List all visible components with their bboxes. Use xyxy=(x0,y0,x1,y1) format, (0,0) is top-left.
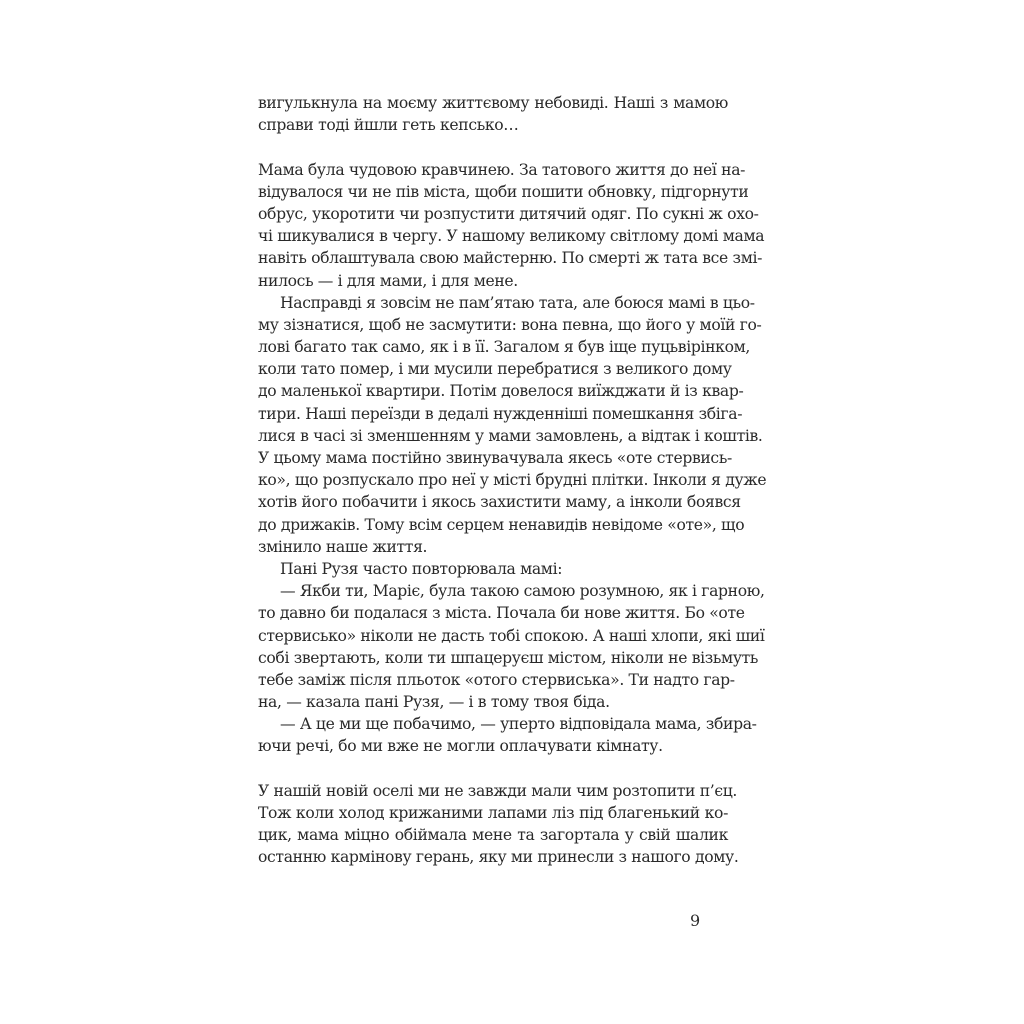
text-line: відувалося чи не пів міста, щоби пошити обновку, підгорнути xyxy=(258,182,749,201)
text-line: — Якби ти, Маріє, була такою самою розумною, як і гарною, xyxy=(280,582,765,601)
page-body-text xyxy=(258,92,767,869)
text-line: стервисько» ніколи не дасть тобі спокою. А наші хлопи, які шиї xyxy=(258,626,765,645)
text-line: останню кармінову герань, яку ми принесли з нашого дому. xyxy=(258,848,739,867)
text-line: хотів його побачити і якось захистити маму, а інколи боявся xyxy=(258,493,741,512)
text-line: тири. Наші переїзди в дедалі нужденніші помешкання збіга- xyxy=(258,404,743,423)
text-line: до дрижаків. Тому всім серцем ненавидів невідоме «оте», що xyxy=(258,515,745,534)
text-line: справи тоді йшли геть кепсько… xyxy=(258,116,519,135)
text-line: навіть облаштувала свою майстерню. По смерті ж тата все змі- xyxy=(258,249,763,268)
text-line: лися в часі зі зменшенням у мами замовлень, а відтак і коштів. xyxy=(258,426,763,445)
text-line: Мама була чудовою кравчинею. За татового життя до неї на- xyxy=(258,160,746,179)
text-line: ко», що розпускало про неї у місті брудні плітки. Інколи я дуже xyxy=(258,471,767,490)
text-line: Пані Рузя часто повторювала мамі: xyxy=(280,559,563,578)
text-line: змінило наше життя. xyxy=(258,537,428,556)
text-line: — А це ми ще побачимо, — уперто відповідала мама, збира- xyxy=(280,715,757,734)
text-line: до маленької квартири. Потім довелося виїжджати й із квар- xyxy=(258,382,744,401)
text-line: Насправді я зовсім не пам’ятаю тата, але боюся мамі в цьо- xyxy=(280,293,755,312)
text-line: чі шикувалися в чергу. У нашому великому світлому домі мама xyxy=(258,227,765,246)
page-number: 9 xyxy=(690,911,701,930)
text-line: цик, мама міцно обіймала мене та загортала у свій шалик xyxy=(258,826,728,845)
text-line: вигулькнула на моєму життєвому небовиді. Наші з мамою xyxy=(258,94,728,112)
text-line: му зізнатися, щоб не засмутити: вона певна, що його у моїй го- xyxy=(258,315,762,334)
text-line: коли тато помер, і ми мусили перебратися з великого дому xyxy=(258,360,732,379)
text-line: У цьому мама постійно звинувачувала якесь «оте стервись- xyxy=(258,449,732,467)
section-break xyxy=(258,758,728,780)
text-line: Тож коли холод крижаними лапами ліз під благенький ко- xyxy=(258,804,728,822)
text-line: тебе заміж після пльоток «отого стервиська». Ти надто гар- xyxy=(258,670,735,689)
text-line: собі звертають, коли ти шпацеруєш містом, ніколи не візьмуть xyxy=(258,648,759,667)
text-line: ючи речі, бо ми вже не могли оплачувати кімнату. xyxy=(258,737,663,756)
text-line: нилось — і для мами, і для мене. xyxy=(258,271,518,290)
text-line: обрус, укоротити чи розпустити дитячий одяг. По сукні ж охо- xyxy=(258,204,759,223)
text-line: то давно би подалася з міста. Почала би нове життя. Бо «оте xyxy=(258,604,745,623)
text-line: У нашій новій оселі ми не завжди мали чим розтопити п’єц. xyxy=(258,781,738,800)
text-line: лові багато так само, як і в її. Загалом я був іще пуцьвірінком, xyxy=(258,338,750,357)
text-line: на, — казала пані Рузя, — і в тому твоя біда. xyxy=(258,693,610,712)
section-break xyxy=(258,136,728,158)
